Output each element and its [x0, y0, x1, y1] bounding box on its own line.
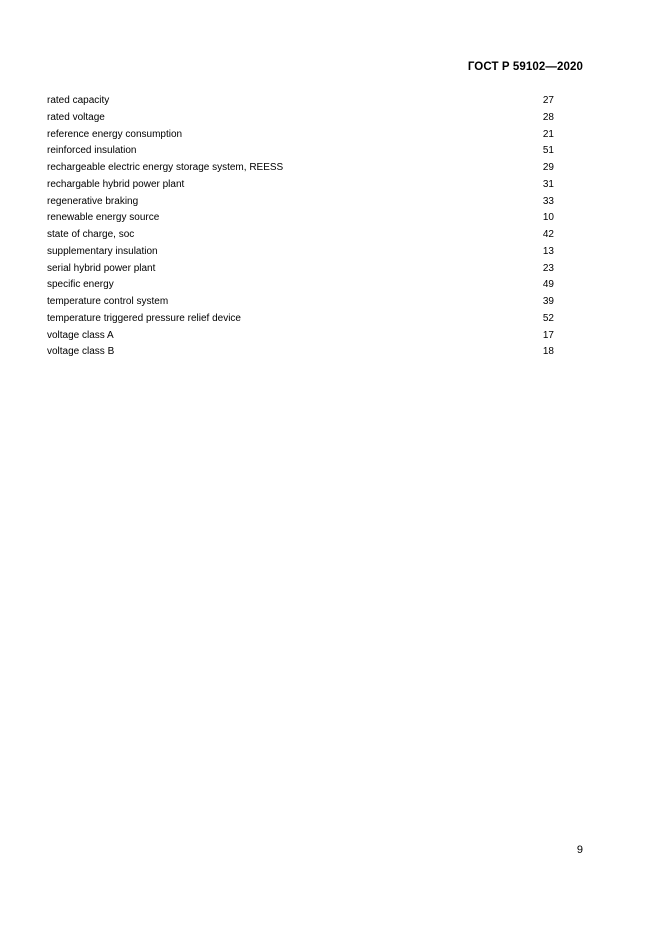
- index-term: serial hybrid power plant: [47, 262, 156, 274]
- index-entry: [47, 344, 554, 361]
- index-term: rated capacity: [47, 95, 110, 106]
- index-entry: [47, 328, 554, 345]
- index-term: regenerative braking: [47, 195, 139, 207]
- index-term: voltage class B: [47, 346, 115, 358]
- index-entry: [47, 160, 554, 177]
- index-entry: [47, 311, 554, 328]
- index-entry: [47, 244, 554, 261]
- index-number: 29: [542, 162, 554, 173]
- index-entry: [47, 143, 554, 160]
- index-entry: [47, 93, 554, 110]
- index-number: 31: [542, 178, 554, 190]
- index-term: renewable energy source: [47, 212, 160, 224]
- index-term: rechargeable electric energy storage system, REESS: [47, 162, 284, 173]
- index-entry: [47, 277, 554, 294]
- index-number: 52: [542, 312, 554, 324]
- index-entry: [47, 261, 554, 278]
- index-number: 42: [542, 229, 554, 240]
- page-number: 9: [576, 844, 583, 856]
- index-entry: [47, 177, 554, 194]
- index-entry: [47, 210, 554, 227]
- index-term: supplementary insulation: [47, 245, 158, 257]
- index-term: rechargable hybrid power plant: [47, 178, 185, 190]
- index-term: temperature control system: [47, 296, 169, 307]
- index-term: reference energy consumption: [47, 128, 183, 140]
- index-number: 28: [542, 111, 554, 123]
- index-entry: [47, 194, 554, 211]
- index-term: specific energy: [47, 279, 114, 291]
- index-entry: [47, 227, 554, 244]
- index-term: state of charge, soc: [47, 229, 135, 240]
- index-number: 23: [542, 262, 554, 274]
- term-index-list: [47, 93, 554, 361]
- index-number: 33: [542, 195, 554, 207]
- index-number: 21: [542, 128, 554, 140]
- index-entry: [47, 294, 554, 311]
- index-number: 18: [542, 346, 554, 358]
- index-term: rated voltage: [47, 111, 105, 123]
- index-entry: [47, 127, 554, 144]
- index-number: 39: [542, 296, 554, 307]
- index-number: 27: [542, 95, 554, 106]
- document-code: ГОСТ Р 59102—2020: [467, 61, 583, 73]
- index-term: reinforced insulation: [47, 145, 137, 157]
- index-term: voltage class A: [47, 329, 114, 341]
- index-number: 49: [542, 279, 554, 291]
- index-number: 13: [542, 245, 554, 257]
- index-term: temperature triggered pressure relief device: [47, 312, 241, 324]
- index-number: 51: [542, 145, 554, 157]
- index-number: 17: [542, 329, 554, 341]
- index-entry: [47, 110, 554, 127]
- index-number: 10: [542, 212, 554, 224]
